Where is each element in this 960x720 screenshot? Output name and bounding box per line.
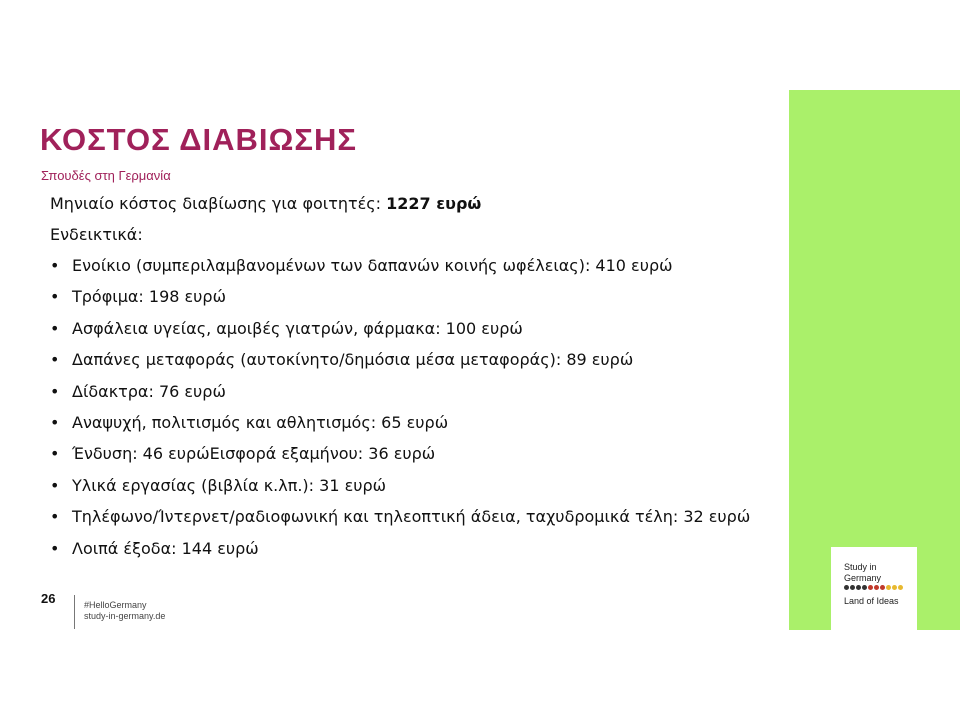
logo-dot — [874, 585, 879, 590]
logo-dot — [862, 585, 867, 590]
bullet-icon: • — [50, 444, 60, 464]
cost-list-item — [50, 349, 770, 371]
cost-list-item-text: Αναψυχή, πολιτισμός και αθλητισμός: 65 ευρώ — [72, 412, 449, 432]
cost-list-item-text: Δίδακτρα: 76 ευρώ — [72, 381, 226, 401]
bullet-icon: • — [50, 475, 60, 495]
footer-divider — [74, 595, 75, 629]
summary-label: Μηνιαίο κόστος διαβίωσης για φοιτητές: — [50, 194, 387, 213]
cost-list — [50, 255, 770, 560]
footer-website: study-in-germany.de — [84, 611, 166, 621]
bullet-icon: • — [50, 381, 60, 401]
bullet-icon: • — [50, 256, 60, 275]
bullet-icon: • — [50, 350, 60, 370]
logo-dot — [898, 585, 903, 590]
cost-list-item — [50, 286, 770, 308]
logo-line-1: Study in — [844, 562, 877, 572]
summary-amount: 1227 ευρώ — [386, 194, 482, 213]
cost-list-item — [50, 538, 770, 560]
cost-list-item — [50, 318, 770, 340]
logo-dot — [868, 585, 873, 590]
cost-list-item — [50, 475, 770, 497]
slide-body — [50, 193, 770, 569]
cost-list-item — [50, 506, 770, 528]
cost-list-item-text: Υλικά εργασίας (βιβλία κ.λπ.): 31 ευρώ — [72, 475, 387, 495]
cost-list-item-text: Τρόφιμα: 198 ευρώ — [72, 287, 226, 307]
logo-dot — [856, 585, 861, 590]
bullet-icon: • — [50, 318, 60, 338]
cost-list-item-text: Δαπάνες μεταφοράς (αυτοκίνητο/δημόσια μέσα μεταφοράς): 89 ευρώ — [72, 350, 634, 370]
cost-list-item-text: Ασφάλεια υγείας, αμοιβές γιατρών, φάρμακα: 100 ευρώ — [72, 318, 523, 338]
logo-line-2: Germany — [844, 573, 882, 583]
study-in-germany-logo — [831, 547, 917, 630]
logo-dot — [844, 585, 849, 590]
cost-list-item-text: Τηλέφωνο/Ίντερνετ/ραδιοφωνική και τηλεοπτική άδεια, ταχυδρομικά τέλη: 32 ευρώ — [72, 507, 751, 527]
monthly-cost-summary — [50, 193, 770, 215]
logo-dot — [892, 585, 897, 590]
footer-links — [84, 600, 165, 622]
bullet-icon: • — [50, 287, 60, 307]
cost-list-item-text: Ένδυση: 46 ευρώΕισφορά εξαμήνου: 36 ευρώ — [72, 444, 436, 464]
logo-dots — [844, 585, 903, 591]
cost-list-item-text: Ενοίκιο (συμπεριλαμβανομένων των δαπανών κοινής ωφέλειας): 410 ευρώ — [72, 256, 673, 275]
logo-dot — [886, 585, 891, 590]
logo-dot — [850, 585, 855, 590]
cost-list-item — [50, 443, 770, 465]
slide-title: ΚΟΣΤΟΣ ΔΙΑΒΙΩΣΗΣ — [40, 122, 357, 157]
slide — [0, 90, 960, 630]
footer-hashtag: #HelloGermany — [84, 600, 147, 610]
intro-text: Ενδεικτικά: — [50, 225, 143, 244]
bullet-icon: • — [50, 538, 60, 558]
logo-line-3: Land of Ideas — [844, 596, 899, 606]
cost-list-item — [50, 381, 770, 403]
bullet-icon: • — [50, 507, 60, 527]
slide-subtitle: Σπουδές στη Γερμανία — [41, 168, 171, 183]
page-number: 26 — [41, 591, 56, 606]
cost-list-item — [50, 255, 770, 277]
bullet-icon: • — [50, 412, 60, 432]
cost-list-item — [50, 412, 770, 434]
logo-dot — [880, 585, 885, 590]
cost-list-item-text: Λοιπά έξοδα: 144 ευρώ — [72, 538, 259, 558]
